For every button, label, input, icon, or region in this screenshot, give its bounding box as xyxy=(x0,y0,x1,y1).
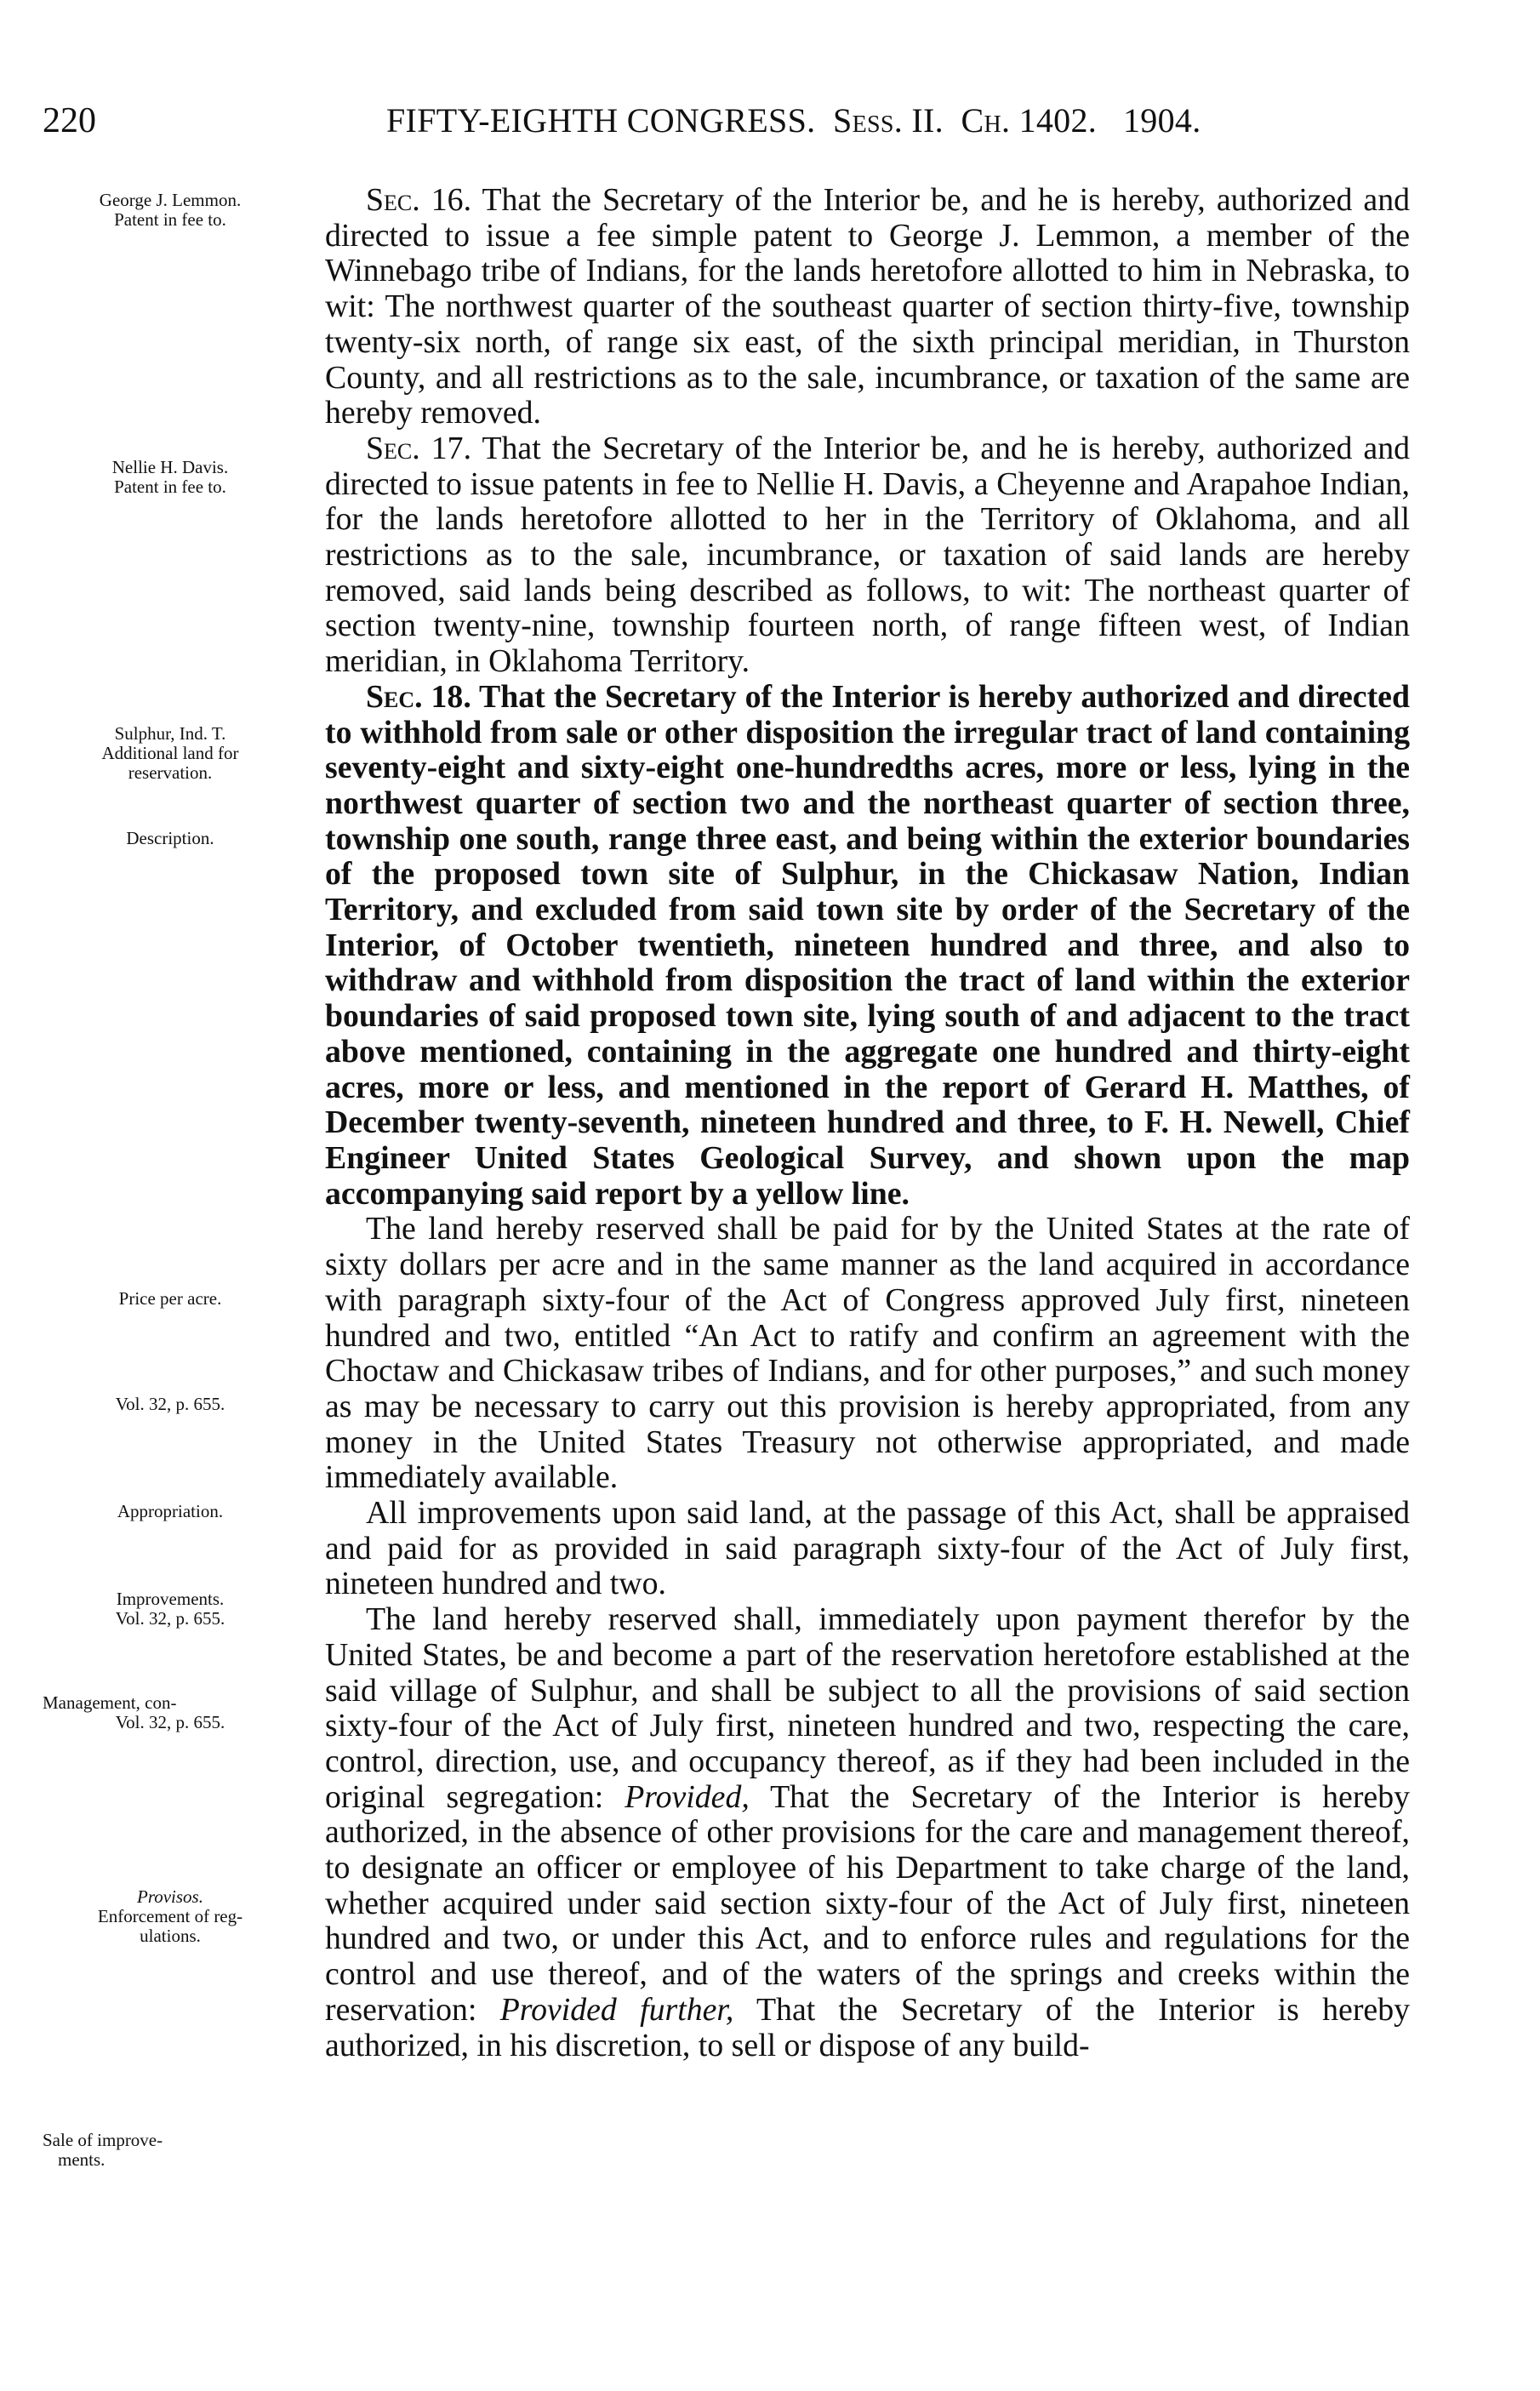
section-18 xyxy=(325,680,1410,1213)
management-paragraph: The land hereby reserved shall, immediately upon payment therefor by the United States, be and become a part of the reservation heretofore established at the said village of Sulphur, and shall be subject to all the provisions of said section sixty-four of the Act of July first, nineteen hundred and two, respecting the care, control, direction, use, and occupancy thereof, as if they had been included in the original segregation: Provided, That the Secretary of the Interior is hereby authorized, in the absence of other provisions for the care and management thereof, to designate an officer or employee of his Department to take charge of the land, whether acquired under said section sixty-four of the Act of July first, nineteen hundred and two, or under this Act, and to enforce rules and regulations for the control and use thereof, and of the waters of the springs and creeks within the reservation: Provided further, That the Secretary of the Interior is hereby authorized, in his discretion, to sell or dispose of any build- xyxy=(325,1601,1410,2063)
margin-note-description: Description. xyxy=(126,828,214,848)
margin-note-sale: Sale of improve- ments. xyxy=(43,2130,163,2170)
margin-note-appropriation: Appropriation. xyxy=(117,1501,224,1521)
year: 1904. xyxy=(1123,101,1201,140)
margin-note-provisos: Provisos. Enforcement of reg- ulations. xyxy=(97,1886,243,1946)
margin-note-improvements: Improvements. Vol. 32, p. 655. xyxy=(115,1589,225,1629)
chapter: Ch. 1402. xyxy=(961,101,1098,140)
section-16 xyxy=(325,183,1410,431)
price-paragraph: The land hereby reserved shall be paid for by the United States at the rate of sixty dollars per acre and in the same manner as the land acquired in accordance with paragraph sixty-four of the Act of Congress approved July first, nineteen hundred and two, entitled “An Act to ratify and confirm an agreement with the Choctaw and Chickasaw tribes of Indians, and for other purposes,” and such money as may be necessary to carry out this provision is hereby appropriated, from any money in the United States Treasury not otherwise appropriated, and made immediately available. xyxy=(325,1211,1410,1496)
section-label: Sec. 16. xyxy=(366,182,472,218)
page-number: 220 xyxy=(43,101,96,140)
improvements-paragraph: All improvements upon said land, at the passage of this Act, shall be appraised and paid for as provided in said paragraph sixty-four of the Act of July first, nineteen hundred and two. xyxy=(325,1495,1410,1602)
statute-body xyxy=(325,183,1410,2063)
section-17 xyxy=(325,431,1410,680)
session: Sess. II. xyxy=(833,101,944,140)
running-header xyxy=(43,100,1404,155)
section-text: That the Secretary of the Interior is hereby authorized and directed to withhold from sale or other disposition the irregular tract of land containing seventy-eight and sixty-eight one-hundredths acres, more or less, lying in the northwest quarter of section two and the northeast quarter of section three, township one south, range three east, and being within the exterior boundaries of the proposed town site of Sulphur, in the Chickasaw Nation, Indian Territory, and excluded from said town site by order of the Secretary of the Interior, of October twentieth, nineteen hundred and three, and also to withdraw and withhold from disposition the tract of land within the exterior boundaries of said proposed town site, lying south of and adjacent to the tract above mentioned, containing in the aggregate one hundred and thirty-eight acres, more or less, and mentioned in the report of Gerard H. Matthes, of December twenty-seventh, nineteen hundred and three, to F. H. Newell, Chief Engineer United States Geological Survey, and shown upon the map accompanying said report by a yellow line. xyxy=(325,678,1410,1212)
margin-note-price: Price per acre. xyxy=(118,1288,222,1309)
proviso-keyword: Provided, xyxy=(625,1778,750,1815)
margin-note-sec16: George J. Lemmon. Patent in fee to. xyxy=(99,190,242,230)
margin-note-sec18: Sulphur, Ind. T. Additional land for reservation. xyxy=(101,723,239,783)
margin-note-vol-price: Vol. 32, p. 655. xyxy=(115,1394,225,1414)
running-head xyxy=(386,100,1201,140)
section-text: That the Secretary of the Interior be, and he is hereby, authorized and directed to issue a fee simple patent to George J. Lemmon, a member of the Winnebago tribe of Indians, for the lands heretofore allotted to him in Nebraska, to wit: The northwest quarter of the southeast quarter of section thirty-five, township twenty-six north, of range six east, of the sixth principal meridian, in Thurston County, and all restrictions as to the sale, incumbrance, or taxation of the same are hereby removed. xyxy=(325,182,1410,431)
margin-note-management: Management, con- Vol. 32, p. 655. xyxy=(43,1692,225,1732)
congress-title: FIFTY-EIGHTH CONGRESS. xyxy=(386,101,816,140)
proviso-keyword: Provided further, xyxy=(499,1991,734,2028)
section-label: Sec. 17. xyxy=(366,430,472,466)
section-text: That the Secretary of the Interior be, and he is hereby, authorized and directed to issue patents in fee to Nellie H. Davis, a Cheyenne and Arapahoe Indian, for the lands heretofore allotted to her in the Territory of Oklahoma, and all restrictions as to the sale, incumbrance, or taxation of said lands are hereby removed, said lands being described as follows, to wit: The northeast quarter of section twenty-nine, township fourteen north, of range fifteen west, of Indian meridian, in Oklahoma Territory. xyxy=(325,430,1410,680)
section-label: Sec. 18. xyxy=(366,678,471,715)
margin-note-sec17: Nellie H. Davis. Patent in fee to. xyxy=(111,457,229,497)
